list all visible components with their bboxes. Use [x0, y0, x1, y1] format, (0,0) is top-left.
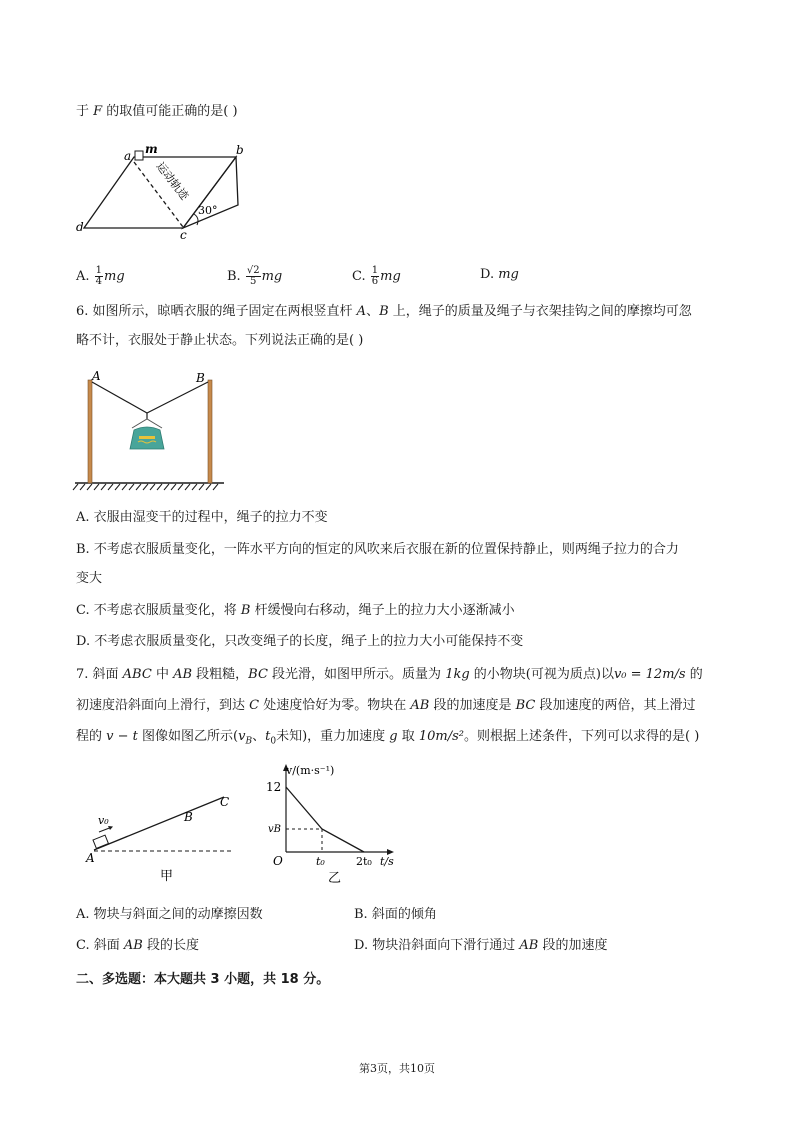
q7-figure-jia	[84, 780, 244, 884]
q6-label-B: B	[196, 371, 205, 385]
q7-yi-2t0: 2t₀	[356, 855, 372, 868]
q7-yi-y-max: 12	[266, 780, 282, 794]
q7-option-d[interactable]: D. 物块沿斜面向下滑行通过 AB 段的加速度	[354, 938, 608, 953]
q7-yi-y-axis: v/(m·s⁻¹)	[286, 764, 335, 777]
q6-option-a[interactable]: A. 衣服由湿变干的过程中，绳子的拉力不变	[76, 510, 328, 525]
q7-stem-line3: 程的 v − t 图像如图乙所示($v_B$、$t_0$未知)，重力加速度 g 取 10m/s²。则根据上述条件，下列可以求得的是( )	[76, 729, 700, 747]
q7-yi-vB: vB	[268, 824, 281, 835]
q7-stem-line2: 初速度沿斜面向上滑行，到达 C 处速度恰好为零。物块在 AB 段的加速度是 BC 段加速度的两倍，其上滑过	[76, 698, 696, 713]
q7-yi-caption: 乙	[328, 871, 342, 886]
q7-jia-label-v0: v₀	[98, 814, 109, 827]
q7-jia-caption: 甲	[160, 869, 174, 884]
q6-option-d[interactable]: D. 不考虑衣服质量变化，只改变绳子的长度，绳子上的拉力大小可能保持不变	[76, 634, 524, 649]
q5-label-a: a	[124, 149, 132, 163]
q7-option-b[interactable]: B. 斜面的倾角	[354, 907, 437, 922]
q5-figure	[76, 140, 256, 240]
q5-track-label: 运动轨迹	[153, 159, 191, 203]
q7-yi-origin: O	[273, 854, 283, 868]
q5-angle-label: 30°	[198, 204, 218, 217]
q5-stem-tail: 于 F 的取值可能正确的是( )	[76, 104, 238, 119]
q7-option-a[interactable]: A. 物块与斜面之间的动摩擦因数	[76, 907, 263, 922]
q5-option-a[interactable]: A. $\frac{1}{4}$ mg	[76, 265, 125, 287]
q5-option-d[interactable]: D. mg	[480, 267, 519, 282]
q5-option-c[interactable]: C. $\frac{1}{6}$ mg	[352, 265, 401, 287]
q7-jia-label-C: C	[220, 795, 230, 809]
q7-jia-label-B: B	[184, 810, 193, 824]
q6-option-b-cont: 变大	[76, 571, 103, 586]
q6-label-A: A	[92, 369, 101, 383]
q5-label-b: b	[236, 143, 244, 157]
q5-label-d: d	[76, 220, 84, 234]
q6-option-c[interactable]: C. 不考虑衣服质量变化，将 B 杆缓慢向右移动，绳子上的拉力大小逐渐减小	[76, 603, 515, 618]
q7-yi-t-axis: t/s	[380, 855, 394, 868]
q6-stem-line1: 6. 如图所示，晾晒衣服的绳子固定在两根竖直杆 A、B 上，绳子的质量及绳子与衣架挂钩之间的摩擦均可忽	[76, 304, 692, 319]
q5-label-m: m	[145, 142, 158, 156]
q6-option-b[interactable]: B. 不考虑衣服质量变化，一阵水平方向的恒定的风吹来后衣服在新的位置保持静止，则两绳子拉力的合力	[76, 542, 679, 557]
q7-stem-line1: 7. 斜面 ABC 中 AB 段粗糙，BC 段光滑，如图甲所示。质量为 1kg 的小物块(可视为质点)以v₀ = 12m/s 的	[76, 667, 703, 682]
q7-option-c[interactable]: C. 斜面 AB 段的长度	[76, 938, 199, 953]
q5-option-b[interactable]: B. $\frac{√2}{5}$ mg	[227, 265, 283, 287]
q7-figure-yi	[264, 760, 434, 890]
q6-figure	[72, 366, 232, 494]
q7-yi-t0: t₀	[316, 855, 325, 868]
section-multiple-choice-heading: 二、多选题：本大题共 3 小题，共 18 分。	[76, 972, 330, 987]
page-footer: 第3页，共10页	[359, 1062, 435, 1075]
q5-label-c: c	[180, 228, 187, 242]
q6-stem-line2: 略不计，衣服处于静止状态。下列说法正确的是( )	[76, 333, 364, 348]
q7-jia-label-A: A	[86, 851, 95, 865]
